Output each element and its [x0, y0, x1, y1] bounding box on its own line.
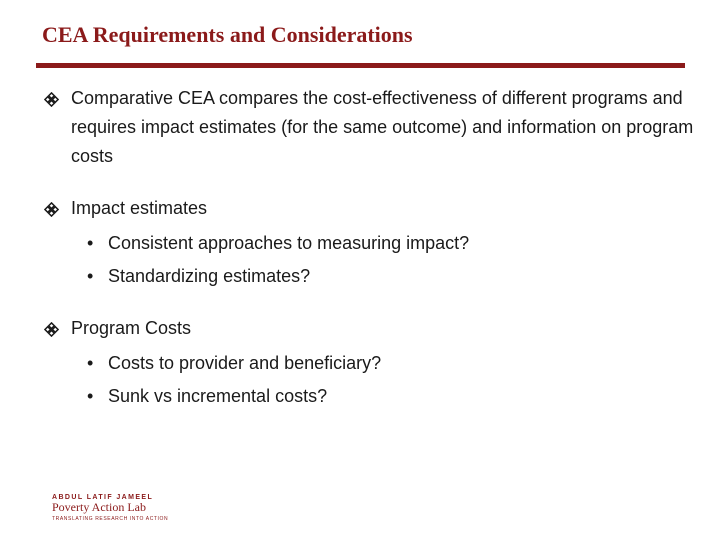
sub-bullet-item: [77, 228, 694, 258]
dot-bullet-icon: •: [87, 266, 94, 286]
sub-bullet-text: Consistent approaches to measuring impact?: [108, 233, 470, 253]
logo-line-1: ABDUL LATIF JAMEEL: [52, 494, 154, 501]
diamond-bullet-icon: [44, 322, 59, 337]
dot-bullet-icon: •: [87, 386, 94, 406]
sub-list: [71, 348, 694, 411]
diamond-bullet-icon: [44, 92, 59, 107]
sub-bullet-item: [77, 348, 694, 378]
bullet-item: [44, 194, 694, 291]
sub-bullet-text: Costs to provider and beneficiary?: [108, 353, 382, 373]
bullet-item: [44, 314, 694, 411]
sub-bullet-text: Sunk vs incremental costs?: [108, 386, 328, 406]
sub-bullet-item: [77, 261, 694, 291]
logo-line-3: TRANSLATING RESEARCH INTO ACTION: [52, 516, 169, 522]
jpal-logo: [52, 494, 169, 522]
title-underline: [36, 63, 685, 68]
diamond-bullet-icon: [44, 202, 59, 217]
bullet-text: Impact estimates: [71, 198, 208, 218]
dot-bullet-icon: •: [87, 353, 94, 373]
dot-bullet-icon: •: [87, 233, 94, 253]
slide-title: CEA Requirements and Considerations: [42, 22, 413, 47]
sub-list: [71, 228, 694, 291]
sub-bullet-text: Standardizing estimates?: [108, 266, 311, 286]
bullet-text: Comparative CEA compares the cost-effectiveness of different programs and requires impact estimates (for the same outcome) and information on program costs: [71, 88, 694, 166]
sub-bullet-item: [77, 381, 694, 411]
bullet-item: [44, 84, 694, 171]
bullet-text: Program Costs: [71, 318, 192, 338]
slide-body: [44, 84, 694, 411]
logo-line-2: Poverty Action Lab: [52, 500, 146, 514]
